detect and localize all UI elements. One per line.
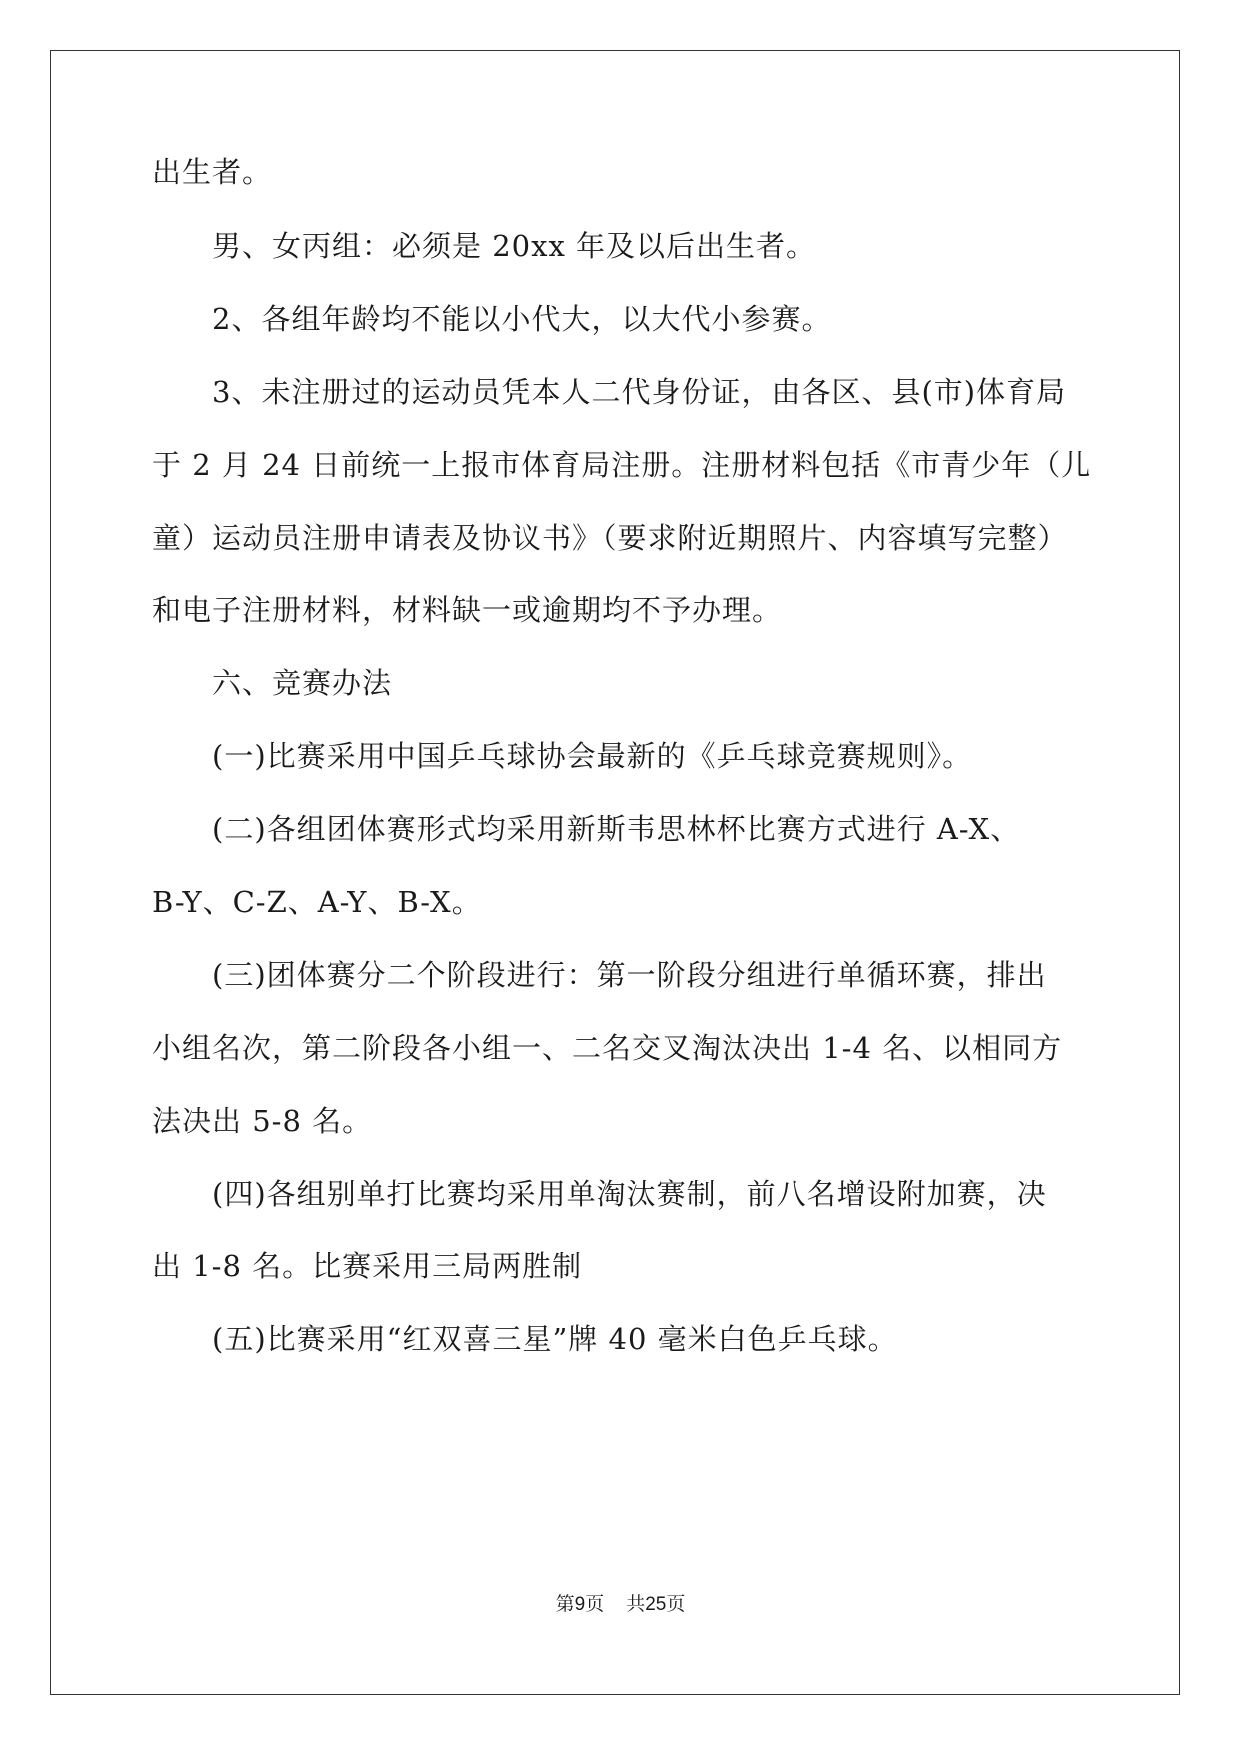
paragraph-line: 2、各组年龄均不能以小代大，以大代小参赛。 bbox=[212, 302, 832, 336]
paragraph-line: 于 2 月 24 日前统一上报市体育局注册。注册材料包括《市青少年（儿 bbox=[152, 448, 1092, 482]
paragraph-line: 男、女丙组：必须是 20xx 年及以后出生者。 bbox=[212, 229, 817, 263]
paragraph-line: 法决出 5-8 名。 bbox=[152, 1104, 373, 1138]
paragraph-line: 3、未注册过的运动员凭本人二代身份证，由各区、县(市)体育局 bbox=[212, 375, 1067, 409]
total-pages: 25 bbox=[645, 1594, 667, 1615]
page-number: 9 bbox=[574, 1594, 586, 1615]
total-label-suffix: 页 bbox=[666, 1593, 686, 1615]
page-label-suffix: 页 bbox=[585, 1593, 605, 1615]
paragraph-line: 出 1-8 名。比赛采用三局两胜制 bbox=[152, 1249, 583, 1283]
paragraph-line: 和电子注册材料，材料缺一或逾期均不予办理。 bbox=[152, 593, 783, 627]
paragraph-line: (五)比赛采用“红双喜三星”牌 40 毫米白色乒乓球。 bbox=[212, 1322, 898, 1356]
paragraph-line: (三)团体赛分二个阶段进行：第一阶段分组进行单循环赛，排出 bbox=[212, 958, 1047, 992]
page-label-prefix: 第 bbox=[555, 1593, 575, 1615]
paragraph-line: 小组名次，第二阶段各小组一、二名交叉淘汰决出 1-4 名、以相同方 bbox=[152, 1031, 1063, 1065]
paragraph-line: (一)比赛采用中国乒乓球协会最新的《乒乓球竞赛规则》。 bbox=[212, 739, 973, 773]
page-footer bbox=[0, 1592, 1241, 1617]
section-heading: 六、竞赛办法 bbox=[212, 666, 393, 700]
paragraph-line: 出生者。 bbox=[152, 155, 273, 189]
page-border bbox=[50, 50, 1180, 1695]
total-label-prefix: 共 bbox=[626, 1593, 646, 1615]
paragraph-line: (四)各组别单打比赛均采用单淘汰赛制，前八名增设附加赛，决 bbox=[212, 1177, 1047, 1211]
paragraph-line: B-Y、C-Z、A-Y、B-X。 bbox=[152, 885, 482, 919]
paragraph-line: 童）运动员注册申请表及协议书》（要求附近期照片、内容填写完整） bbox=[152, 521, 1068, 555]
paragraph-line: (二)各组团体赛形式均采用新斯韦思林杯比赛方式进行 A-X、 bbox=[212, 812, 1021, 846]
